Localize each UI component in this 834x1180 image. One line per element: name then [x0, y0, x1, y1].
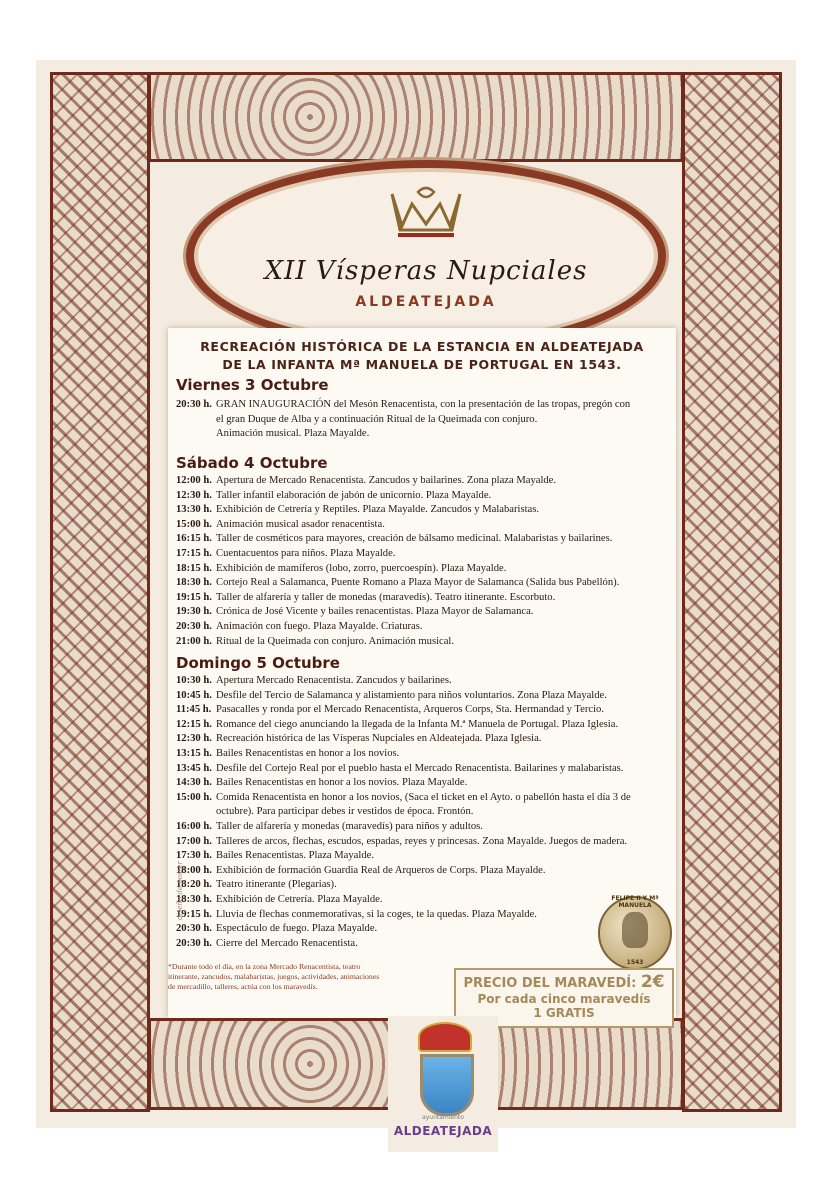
event-time: 15:00 h. [176, 791, 212, 803]
event-time: 17:15 h. [176, 547, 212, 559]
schedule-row [176, 791, 676, 806]
event-description: Apertura Mercado Renacentista. Zancudos y bailarines. [216, 675, 452, 686]
event-time: 18:15 h. [176, 562, 212, 574]
event-description: Bailes Renacentistas en honor a los novios. [216, 747, 400, 759]
event-description: Animación con fuego. Plaza Mayalde. Criaturas. [216, 620, 423, 632]
price-label: PRECIO DEL MARAVEDÍ: [463, 976, 637, 991]
event-description: Recreación histórica de las Vísperas Nupciales en Aldeatejada. Plaza Iglesia. [216, 733, 542, 745]
crown-logo-icon [388, 186, 464, 242]
day-title-saturday: Sábado 4 Octubre [176, 454, 328, 472]
event-time: 13:45 h. [176, 762, 212, 774]
event-title: XII Vísperas Nupciales [264, 256, 588, 286]
event-time: 12:15 h. [176, 718, 212, 730]
price-line [456, 972, 672, 992]
day-title-friday: Viernes 3 Octubre [176, 376, 329, 394]
event-time [176, 413, 216, 428]
schedule-row [176, 703, 676, 718]
schedule-friday [176, 398, 676, 442]
event-time: 12:30 h. [176, 489, 212, 501]
event-time: 19:15 h. [176, 908, 212, 920]
event-time: 21:00 h. [176, 635, 212, 647]
event-time: 12:30 h. [176, 733, 212, 745]
ornamental-border-top [148, 72, 684, 162]
day-title-sunday: Domingo 5 Octubre [176, 654, 340, 672]
schedule-row [176, 835, 676, 850]
event-time: 10:45 h. [176, 689, 212, 701]
event-time: 15:00 h. [176, 518, 212, 530]
coin-legend: FELIPE II Y Mª MANUELA [611, 895, 659, 909]
event-time: 16:00 h. [176, 820, 212, 832]
schedule-row [176, 398, 676, 413]
event-time: 18:00 h. [176, 864, 212, 876]
headline-line-2: DE LA INFANTA Mª MANUELA DE PORTUGAL EN 1543. [222, 357, 622, 372]
event-description: Desfile del Cortejo Real por el pueblo hasta el Mercado Renacentista. Bailarines y malabaristas. [216, 762, 624, 774]
event-time: 17:00 h. [176, 835, 212, 847]
event-description: Cierre del Mercado Renacentista. [216, 937, 358, 949]
event-description: Espectáculo de fuego. Plaza Mayalde. [216, 923, 378, 935]
event-description: Romance del ciego anunciando la llegada de la Infanta M.ª Manuela de Portugal. Plaza Iglesia. [216, 718, 619, 730]
ornamental-border-left [50, 72, 150, 1112]
event-time: 16:15 h. [176, 533, 212, 545]
event-time: 18:30 h. [176, 893, 212, 905]
event-description: Lluvia de flechas conmemorativas, si la coges, te la quedas. Plaza Mayalde. [216, 908, 537, 920]
schedule-row [176, 605, 676, 620]
event-time: 12:00 h. [176, 475, 212, 486]
event-description: Taller de alfarería y monedas (maravedís) para niños y adultos. [216, 820, 483, 832]
schedule-row [176, 413, 676, 428]
arms-caption: ayuntamiento [422, 1114, 464, 1121]
schedule-row [176, 518, 676, 533]
event-description: Crónica de José Vicente y bailes renacentistas. Plaza Mayor de Salamanca. [216, 606, 534, 618]
event-time [176, 427, 216, 442]
headline-line-1: RECREACIÓN HISTÓRICA DE LA ESTANCIA EN ALDEATEJADA [200, 339, 644, 354]
coin-year: 1543 [626, 959, 644, 966]
offer-line-1: Por cada cinco maravedís [477, 992, 651, 1006]
event-time: 18:20 h. [176, 879, 212, 891]
schedule-row [176, 591, 676, 606]
event-description: Bailes Renacentistas. Plaza Mayalde. [216, 850, 374, 862]
event-description: Animación musical asador renacentista. [216, 518, 385, 530]
event-description: Teatro itinerante (Plegarias). [216, 879, 337, 891]
event-description: octubre). Para participar debes ir vestidos de época. Frontón. [216, 806, 474, 818]
event-description: GRAN INAUGURACIÓN del Mesón Renacentista, con la presentación de las tropas, pregón con [216, 399, 631, 410]
event-description: el gran Duque de Alba y a continuación Ritual de la Queimada con conjuro. [216, 413, 538, 425]
event-description: Pasacalles y ronda por el Mercado Renacentista, Arqueros Corps, Sta. Hermandad y Tercio. [216, 704, 604, 716]
event-time: 10:30 h. [176, 675, 212, 686]
event-time: 13:30 h. [176, 504, 212, 516]
event-description: Cuentacuentos para niños. Plaza Mayalde. [216, 547, 396, 559]
event-description: Cortejo Real a Salamanca, Puente Romano a Plaza Mayor de Salamanca (Salida bus Pabellón). [216, 577, 620, 589]
schedule-sunday [176, 674, 676, 951]
event-description: Apertura de Mercado Renacentista. Zancudos y bailarines. Zona plaza Mayalde. [216, 475, 557, 486]
schedule-row [176, 674, 676, 689]
footnote: *Durante todo el día, en la zona Mercado Renacentista, teatro itinerante, zancudos, malabaristas, juegos, actividades, animaciones de mercadillo, talleres, actúa con los maravedís. [168, 962, 380, 991]
event-time: 19:30 h. [176, 606, 212, 618]
price-amount: 2€ [640, 972, 665, 992]
shield-icon [420, 1054, 474, 1116]
schedule-saturday [176, 474, 676, 649]
schedule-row [176, 820, 676, 835]
event-description: Exhibición de Cetrería. Plaza Mayalde. [216, 893, 383, 905]
event-description: Comida Renacentista en honor a los novios, (Saca el ticket en el Ayto. o pabellón hasta el día 3 de [216, 791, 631, 803]
event-description: Desfile del Tercio de Salamanca y alistamiento para niños voluntarios. Zona Plaza Mayalde. [216, 689, 607, 701]
schedule-row [176, 576, 676, 591]
event-time: 18:30 h. [176, 577, 212, 589]
schedule-row [176, 689, 676, 704]
event-description: Exhibición de mamíferos (lobo, zorro, puercoespín). Plaza Mayalde. [216, 562, 507, 574]
event-time: 20:30 h. [176, 620, 212, 632]
crown-icon [418, 1022, 472, 1052]
event-time: 14:30 h. [176, 777, 212, 789]
event-description: Taller de cosméticos para mayores, creación de bálsamo medicinal. Malabaristas y bailarines. [216, 533, 613, 545]
title-cartouche [186, 160, 666, 352]
offer-line-2: 1 GRATIS [533, 1006, 595, 1020]
schedule-row [176, 805, 676, 820]
schedule-row [176, 635, 676, 650]
schedule-row [176, 732, 676, 747]
ornamental-border-right [682, 72, 782, 1112]
schedule-row [176, 776, 676, 791]
schedule-row [176, 562, 676, 577]
schedule-row [176, 849, 676, 864]
event-place: ALDEATEJADA [355, 294, 497, 310]
event-time: 11:45 h. [176, 704, 212, 716]
event-description: Talleres de arcos, flechas, escudos, espadas, reyes y princesas. Zona Mayalde. Juegos de madera. [216, 835, 628, 847]
arms-town-name: ALDEATEJADA [393, 1124, 493, 1138]
schedule-row [176, 864, 676, 879]
event-time: 13:15 h. [176, 747, 212, 759]
schedule-row [176, 718, 676, 733]
schedule-row [176, 489, 676, 504]
maravedi-coin-icon [598, 896, 672, 970]
coin-portrait-icon [622, 912, 648, 948]
event-time: 19:15 h. [176, 591, 212, 603]
schedule-row [176, 532, 676, 547]
event-description: Taller infantil elaboración de jabón de unicornio. Plaza Mayalde. [216, 489, 492, 501]
schedule-row [176, 747, 676, 762]
event-description: Ritual de la Queimada con conjuro. Animación musical. [216, 635, 455, 647]
coat-of-arms [388, 1016, 498, 1152]
event-description: Exhibición de formación Guardia Real de Arqueros de Corps. Plaza Mayalde. [216, 864, 546, 876]
event-description: Exhibición de Cetrería y Reptiles. Plaza Mayalde. Zancudos y Malabaristas. [216, 504, 540, 516]
schedule-row [176, 503, 676, 518]
event-description: Bailes Renacentistas en honor a los novios. Plaza Mayalde. [216, 777, 468, 789]
event-time [176, 805, 216, 820]
schedule-row [176, 762, 676, 777]
schedule-row [176, 474, 676, 489]
event-time: 17:30 h. [176, 850, 212, 862]
schedule-row [176, 547, 676, 562]
event-time: 20:30 h. [176, 937, 212, 949]
event-time: 20:30 h. [176, 923, 212, 935]
event-time: 20:30 h. [176, 399, 212, 410]
poster [36, 60, 796, 1138]
designer-credit: diseño de poster [176, 861, 184, 920]
program-panel [168, 328, 676, 1018]
headline [168, 338, 676, 374]
schedule-row [176, 878, 676, 893]
schedule-row [176, 620, 676, 635]
schedule-row [176, 427, 676, 442]
event-description: Animación musical. Plaza Mayalde. [216, 428, 370, 440]
event-description: Taller de alfarería y taller de monedas (maravedís). Teatro itinerante. Escorbuto. [216, 591, 556, 603]
